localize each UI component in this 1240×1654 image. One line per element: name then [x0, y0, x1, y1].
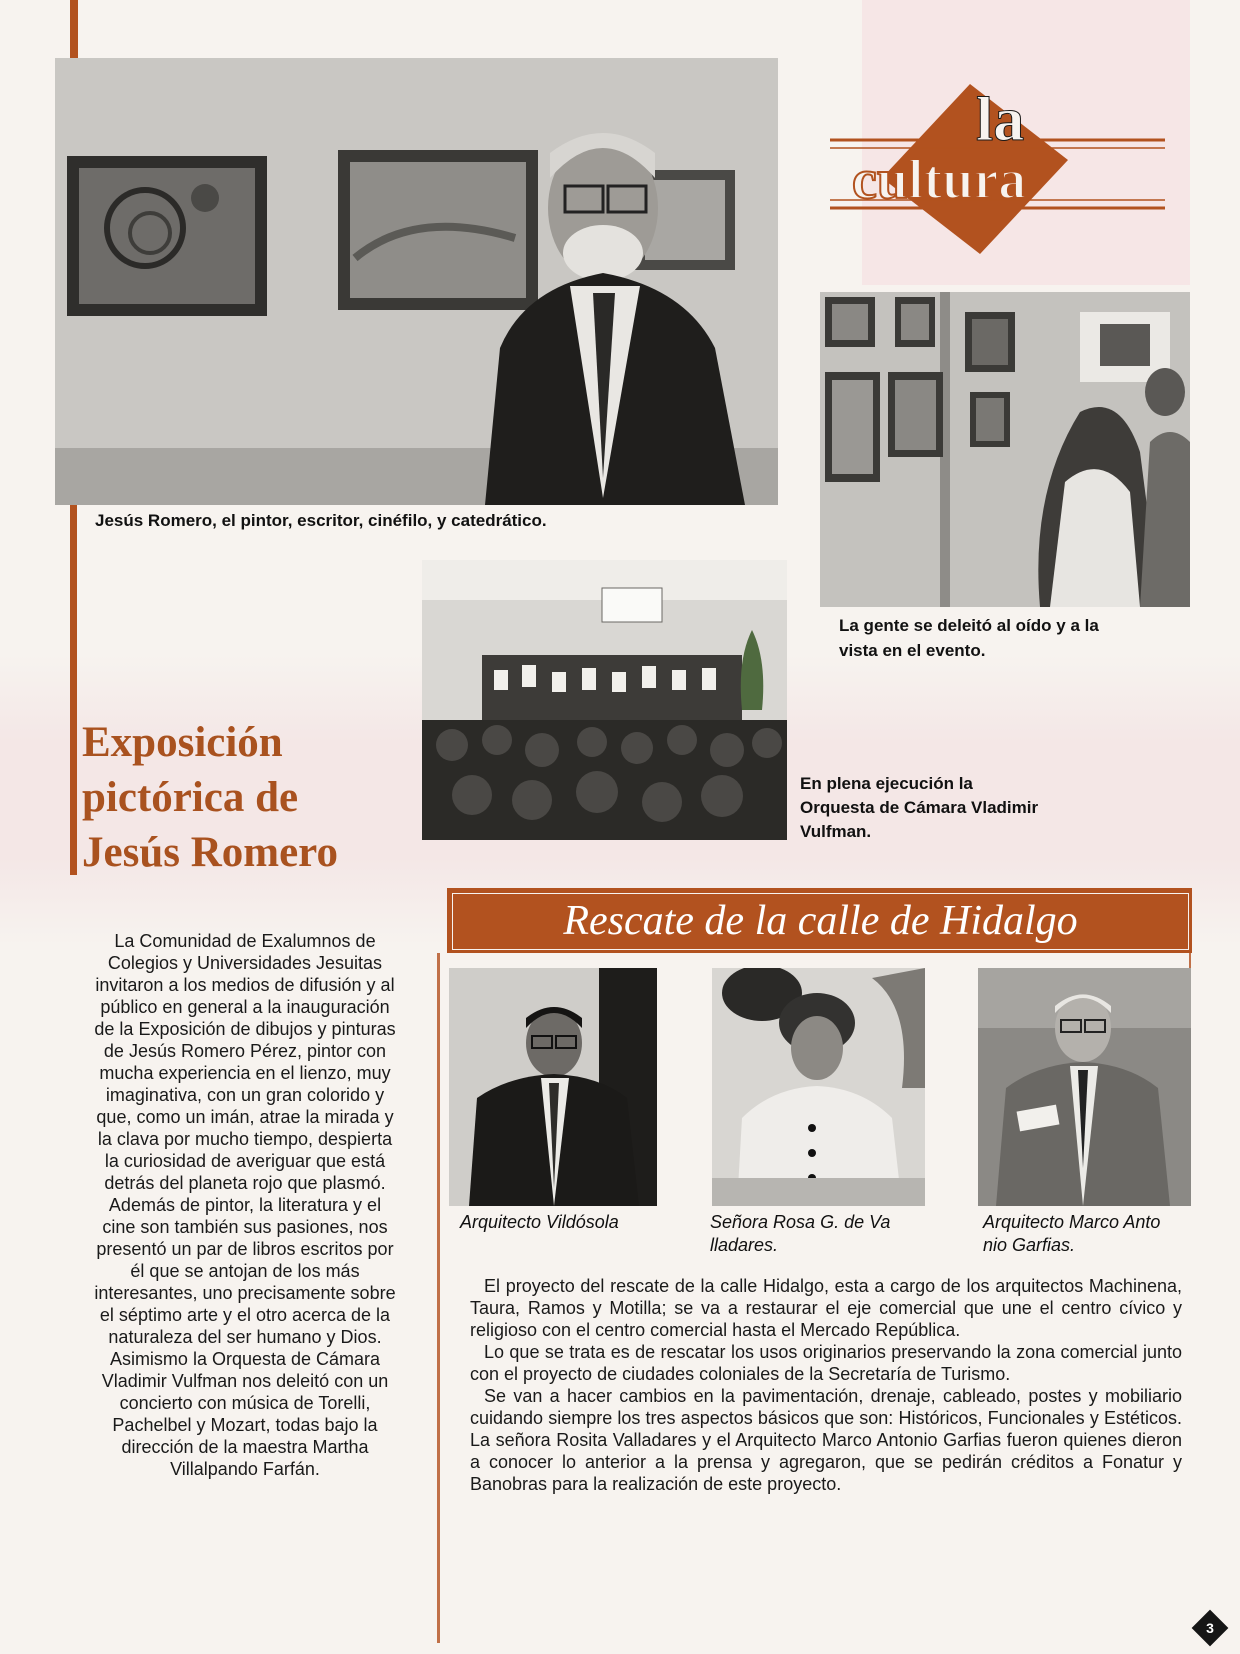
body-line: Pachelbel y Mozart, todas bajo la: [112, 1415, 378, 1435]
caption-vildosola: Arquitecto Vildósola: [460, 1212, 619, 1232]
logo-la-text: la: [976, 86, 1025, 154]
body-paragraph: El proyecto del rescate de la calle Hidalgo, esta a cargo de los arquitectos Machinena, Taura, Ramos y Motilla; se va a restaurar el eje comercial que une el centro cívico y religioso con el centro comercial hasta el Mercado República.: [470, 1276, 1182, 1340]
photo-orchestra: [422, 560, 787, 840]
body-line: cine son también sus pasiones, nos: [102, 1217, 388, 1237]
photo-jesus-romero: [55, 58, 778, 505]
article-title-line: Exposición: [82, 719, 283, 766]
article-body-right: [470, 1275, 1182, 1495]
caption-romero: Jesús Romero, el pintor, escritor, cinéfilo, y catedrático.: [95, 511, 547, 530]
body-line: concierto con música de Torelli,: [119, 1393, 371, 1413]
body-line: público en general a la inauguración: [100, 997, 390, 1017]
body-line: la curiosidad de averiguar que está: [104, 1151, 386, 1171]
body-paragraph: Se van a hacer cambios en la pavimentación, drenaje, cableado, postes y mobiliario cuidando siempre los tres aspectos básicos que son: Históricos, Funcionales y Estéticos. La señora Rosita Valladares y el Arquitecto Marco Antonio Garfias fueron quienes dieron a conocer lo anterior a la prensa y agregaron, que se pedirán créditos a Fonatur y Banobras para la realización de este proyecto.: [470, 1386, 1182, 1494]
photo-exhibition-visitors: [820, 292, 1190, 607]
body-line: interesantes, uno precisamente sobre: [94, 1283, 396, 1303]
page-number: 3: [1206, 1620, 1214, 1636]
photo-rosa-valladares: [712, 968, 925, 1206]
headline-hidalgo: Rescate de la calle de Hidalgo: [452, 893, 1189, 950]
body-line: de la Exposición de dibujos y pinturas: [94, 1019, 396, 1039]
section-logo: [830, 82, 1165, 257]
body-line: invitaron a los medios de difusión y al: [95, 975, 395, 995]
frame-rule: [437, 953, 440, 1643]
caption-orquesta: [800, 772, 1130, 844]
caption-orquesta-line: Vulfman.: [800, 822, 872, 841]
la-cultura-logo: [830, 82, 1165, 257]
body-line: dirección de la maestra Martha: [121, 1437, 369, 1457]
accent-rule: [70, 505, 77, 875]
article-title-line: Jesús Romero: [82, 829, 338, 876]
caption-orquesta-line: En plena ejecución la: [800, 774, 973, 793]
caption-line: Arquitecto Marco Anto: [983, 1212, 1161, 1232]
caption-line: lladares.: [710, 1235, 779, 1255]
body-line: naturaleza del ser humano y Dios.: [108, 1327, 382, 1347]
body-line: Colegios y Universidades Jesuitas: [107, 953, 383, 973]
caption-line: Señora Rosa G. de Va: [710, 1212, 891, 1232]
body-paragraph: Lo que se trata es de rescatar los usos originarios preservando la zona comercial junto con el proyecto de ciudades coloniales de la Secretaría de Turismo.: [470, 1342, 1182, 1384]
body-line: Asimismo la Orquesta de Cámara: [109, 1349, 381, 1369]
body-line: presentó un par de libros escritos por: [96, 1239, 394, 1259]
photo-vildosola: [449, 968, 657, 1206]
caption-gente: [839, 613, 1199, 663]
body-line: de Jesús Romero Pérez, pintor con: [103, 1041, 387, 1061]
caption-line: nio Garfias.: [983, 1235, 1076, 1255]
caption-orquesta-line: Orquesta de Cámara Vladimir: [800, 798, 1039, 817]
body-line: el séptimo arte y el otro acerca de la: [99, 1305, 391, 1325]
body-line: detrás del planeta rojo que plasmó.: [104, 1173, 386, 1193]
body-line: la clava por mucho tiempo, despierta: [97, 1129, 393, 1149]
body-line: Villalpando Farfán.: [170, 1459, 320, 1479]
caption-gente-line: vista en el evento.: [839, 641, 986, 660]
article-body-left: [70, 930, 420, 1480]
body-line: que, como un imán, atrae la mirada y: [96, 1107, 394, 1127]
body-line: imaginativa, con un gran colorido y: [105, 1085, 385, 1105]
caption-marco-garfias: [983, 1211, 1198, 1257]
logo-cultura-text: cultura: [852, 149, 1027, 211]
body-line: él que se antojan de los más: [130, 1261, 360, 1281]
article-title: [82, 715, 412, 880]
body-line: Vladimir Vulfman nos deleitó con un: [101, 1371, 389, 1391]
accent-rule: [70, 0, 78, 58]
body-line: La Comunidad de Exalumnos de: [114, 931, 376, 951]
caption-rosa-valladares: [710, 1211, 930, 1257]
body-line: Además de pintor, la literatura y el: [108, 1195, 382, 1215]
article-title-line: pictórica de: [82, 774, 299, 821]
page-number-badge: [1192, 1610, 1229, 1647]
body-line: mucha experiencia en el lienzo, muy: [99, 1063, 391, 1083]
caption-gente-line: La gente se deleitó al oído y a la: [839, 616, 1099, 635]
photo-marco-garfias: [978, 968, 1191, 1206]
